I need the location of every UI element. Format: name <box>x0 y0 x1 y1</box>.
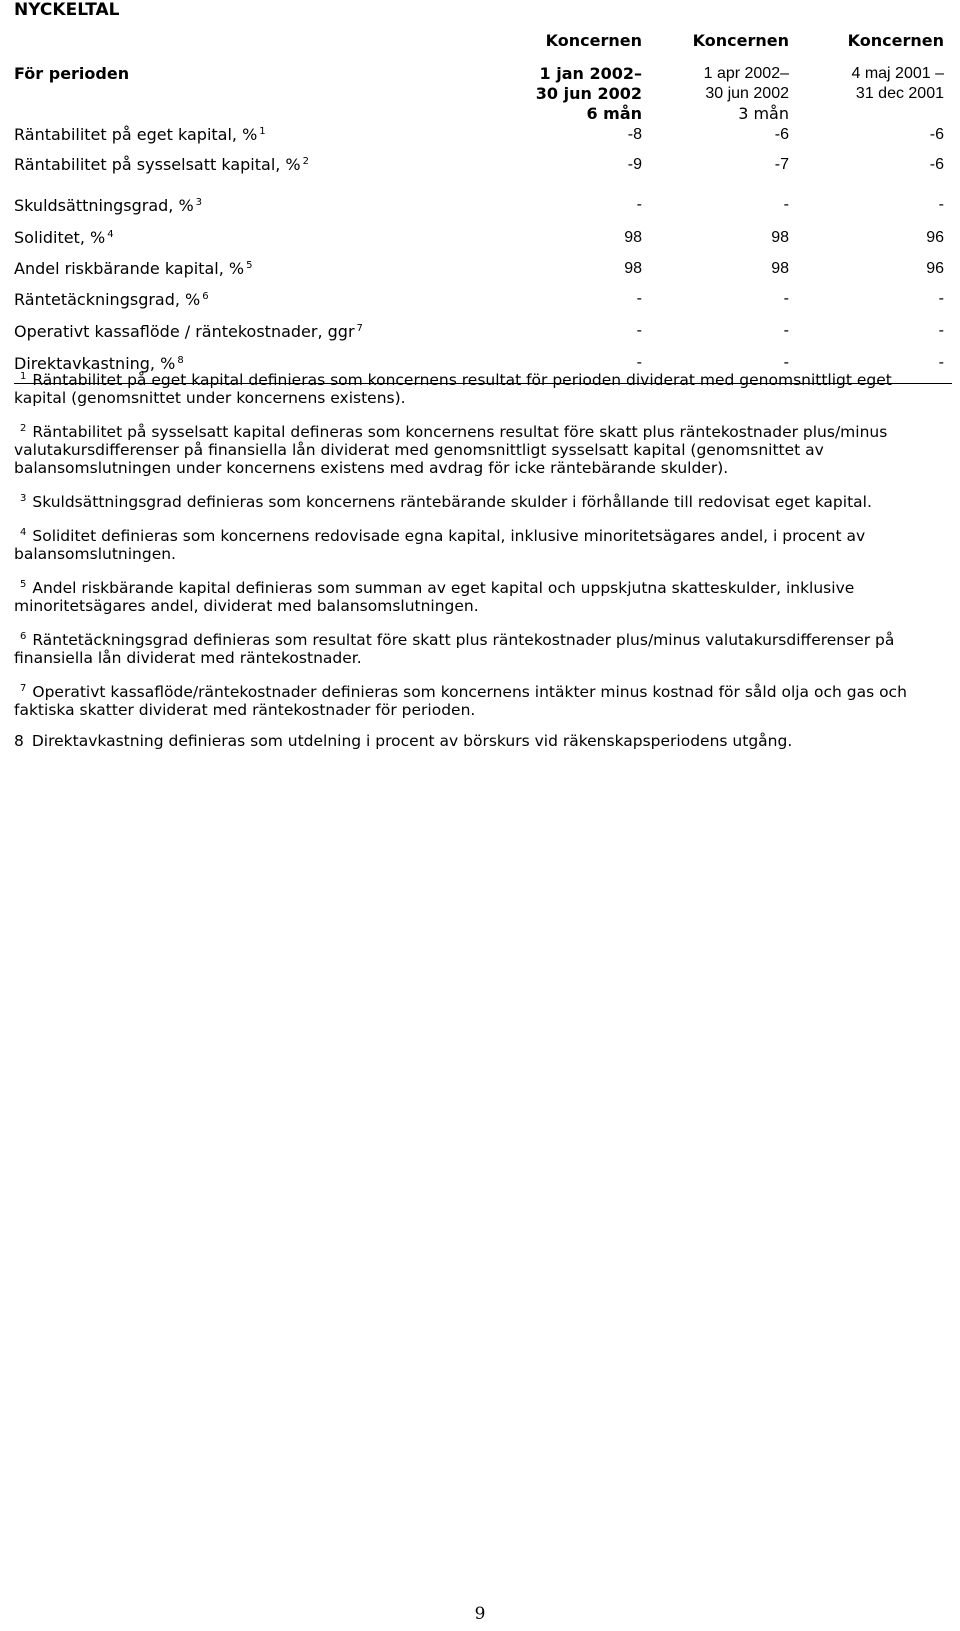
row-value-col3: - <box>938 196 944 213</box>
row-value-col2: -6 <box>774 126 789 143</box>
row-value-col1: 98 <box>624 229 642 246</box>
period-col1-line3: 6 mån <box>586 104 642 123</box>
footnote <box>14 490 914 511</box>
row-label: Skuldsättningsgrad, % $^3$ <box>14 196 203 215</box>
footnote-text: Räntabilitet på sysselsatt kapital defineras som koncernens resultat före skatt plus räntekostnader plus/minus valutakursdifferenser på finansiella lån dividerat med genomsnittligt sysselsatt kapital (genomsnittet av balansomslutningen under koncernens existens med avdrag för icke räntebärande skulder). <box>14 423 888 477</box>
row-value-col3: - <box>938 354 944 371</box>
row-value-col2: 98 <box>771 260 789 277</box>
row-value-col2: -7 <box>774 156 789 173</box>
footnote-text: Soliditet definieras som koncernens redovisade egna kapital, inklusive minoritetsägares andel, i procent av balansomslutningen. <box>14 527 866 563</box>
period-col3-line1: 4 maj 2001 – <box>851 65 944 82</box>
period-col2-line3: 3 mån <box>738 104 789 123</box>
row-value-col3: -6 <box>929 156 944 173</box>
row-value-col1: -9 <box>627 156 642 173</box>
row-label: Soliditet, % $^4$ <box>14 228 114 247</box>
footnote <box>14 732 914 750</box>
row-value-col1: - <box>636 322 642 339</box>
row-label: Räntetäckningsgrad, % $^6$ <box>14 290 209 309</box>
period-col2-line2: 30 jun 2002 <box>705 85 789 102</box>
row-value-col3: - <box>938 322 944 339</box>
footnote-number: 4 <box>20 527 27 538</box>
period-col2-line1: 1 apr 2002– <box>703 65 789 82</box>
header-group-1: Koncernen <box>545 31 642 50</box>
period-col3-line2: 31 dec 2001 <box>855 85 944 102</box>
footnote <box>14 576 914 615</box>
footnote-text: Skuldsättningsgrad definieras som koncernens räntebärande skulder i förhållande till redovisat eget kapital. <box>32 493 872 511</box>
footnotes <box>14 368 914 763</box>
row-value-col3: 96 <box>926 260 944 277</box>
row-label: Andel riskbärande kapital, % $^5$ <box>14 259 253 278</box>
header-group-2: Koncernen <box>692 31 789 50</box>
document-title: NYCKELTAL <box>14 0 120 20</box>
footnote <box>14 420 914 477</box>
row-value-col1: 98 <box>624 260 642 277</box>
footnote-number: 6 <box>20 631 27 642</box>
footnote-number: 3 <box>20 493 27 504</box>
page-number: 9 <box>474 1604 486 1624</box>
row-value-col2: - <box>783 196 789 213</box>
header-group-3: Koncernen <box>847 31 944 50</box>
footnote-number: 2 <box>20 423 27 434</box>
row-label: Operativt kassaflöde / räntekostnader, ggr $^7$ <box>14 322 363 341</box>
period-label: För perioden <box>14 64 130 83</box>
footnote-number: 1 <box>20 371 27 382</box>
period-col1-line1: 1 jan 2002– <box>539 64 642 83</box>
footnote-text: Andel riskbärande kapital definieras som summan av eget kapital och uppskjutna skatteskulder, inklusive minoritetsägares andel, dividerat med balansomslutningen. <box>14 579 855 615</box>
row-value-col3: - <box>938 290 944 307</box>
row-value-col1: - <box>636 196 642 213</box>
footnote-text: Räntabilitet på eget kapital definieras som koncernens resultat för perioden dividerat med genomsnittligt eget kapital (genomsnittet under koncernens existens). <box>14 371 892 407</box>
footnote-number: 8 <box>14 732 24 750</box>
footnote <box>14 368 914 407</box>
footnote-number: 5 <box>20 579 27 590</box>
row-value-col1: -8 <box>627 126 642 143</box>
footnote-number: 7 <box>20 683 27 694</box>
footnote-text: Operativt kassaflöde/räntekostnader definieras som koncernens intäkter minus kostnad för såld olja och gas och faktiska skatter dividerat med räntekostnader för perioden. <box>14 683 907 719</box>
row-value-col1: - <box>636 290 642 307</box>
footnote <box>14 628 914 667</box>
row-value-col3: -6 <box>929 126 944 143</box>
footnote <box>14 680 914 719</box>
period-col1-line2: 30 jun 2002 <box>535 84 642 103</box>
row-value-col2: - <box>783 354 789 371</box>
row-value-col2: 98 <box>771 229 789 246</box>
footnote <box>14 524 914 563</box>
row-value-col3: 96 <box>926 229 944 246</box>
row-label: Räntabilitet på sysselsatt kapital, % $^2$ <box>14 155 310 174</box>
footnote-text: Direktavkastning definieras som utdelning i procent av börskurs vid räkenskapsperiodens utgång. <box>31 732 793 750</box>
row-value-col2: - <box>783 290 789 307</box>
row-label: Direktavkastning, % $^8$ <box>14 354 184 373</box>
footnote-text: Räntetäckningsgrad definieras som resultat före skatt plus räntekostnader plus/minus valutakursdifferenser på finansiella lån dividerat med räntekostnader. <box>14 631 895 667</box>
row-label: Räntabilitet på eget kapital, % $^1$ <box>14 125 266 144</box>
row-value-col1: - <box>636 354 642 371</box>
row-value-col2: - <box>783 322 789 339</box>
